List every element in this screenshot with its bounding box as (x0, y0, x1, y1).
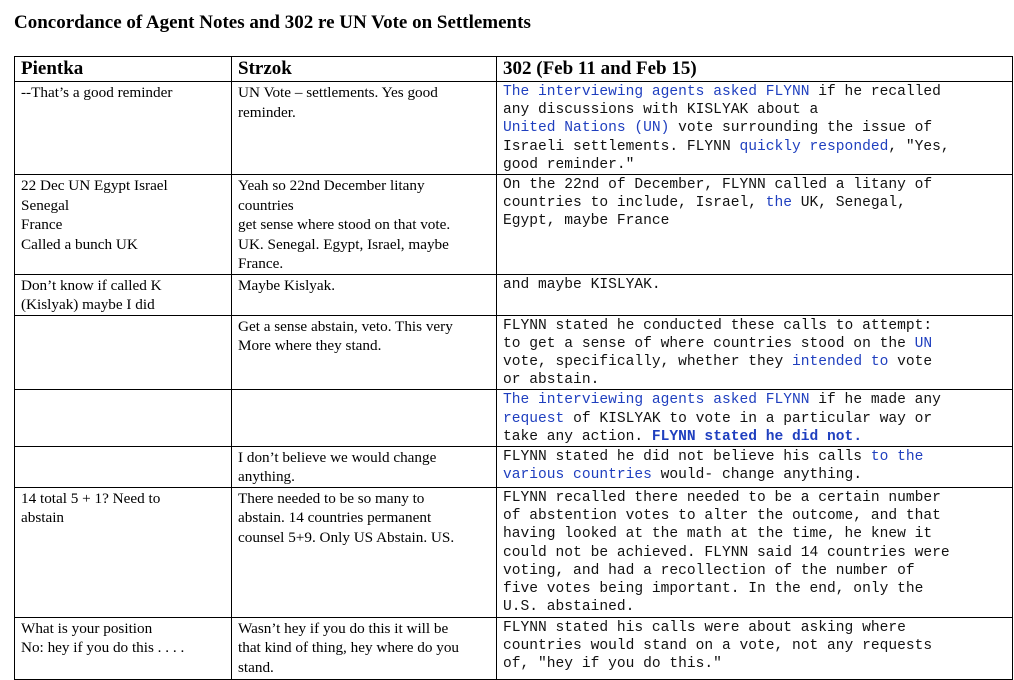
fd302-text: FLYNN recalled there needed to be a certain number (503, 489, 941, 506)
fd302-text: having looked at the math at the time, he knew it (503, 526, 933, 543)
fd302-text: if he recalled (809, 84, 941, 100)
fd302-text: On the 22nd of December, FLYNN called a litany of (503, 177, 933, 194)
fd302-line (503, 466, 1006, 484)
header-pientka: Pientka (15, 57, 232, 82)
fd302-line (503, 598, 1006, 616)
pientka-notes-cell (15, 446, 232, 487)
fd302-line (503, 637, 1006, 655)
fd302-text: , "Yes, (888, 138, 950, 155)
fd302-line (503, 101, 1006, 119)
strzok-note-line: reminder. (238, 103, 296, 121)
fd302-text: would- change anything. (651, 467, 863, 484)
pientka-note-line: Don’t know if called K (21, 276, 162, 294)
fd302-text: countries to include, Israel, (503, 195, 766, 212)
fd302-text-cell (497, 446, 1013, 487)
fd302-line (503, 448, 1006, 466)
fd302-text: vote (888, 353, 933, 370)
fd302-highlight: UN (914, 335, 933, 352)
fd302-highlight: asked FLYNN (713, 84, 810, 100)
pientka-note-line: Senegal (21, 196, 70, 214)
header-row (15, 57, 1013, 82)
strzok-notes-cell (232, 274, 497, 315)
fd302-text: UK, Senegal, (792, 195, 906, 212)
fd302-line (503, 317, 1006, 335)
strzok-notes-cell (232, 446, 497, 487)
fd302-text-cell (497, 487, 1013, 617)
fd302-highlight: request (503, 410, 565, 427)
fd302-line (503, 391, 1006, 409)
fd302-bold-highlight: FLYNN stated he did not. (651, 428, 863, 445)
fd302-highlight: various countries (503, 467, 652, 484)
pientka-note-line: (Kislyak) maybe I did (21, 296, 155, 314)
fd302-text: of abstention votes to alter the outcome, and that (503, 508, 941, 525)
fd302-text: vote, specifically, whether they (503, 353, 793, 370)
header-strzok: Strzok (232, 57, 497, 82)
table-row (15, 487, 1013, 617)
strzok-note-line: anything. (238, 468, 295, 486)
fd302-text: vote surrounding the issue of (669, 120, 933, 137)
header-302: 302 (Feb 11 and Feb 15) (497, 57, 1013, 82)
strzok-note-line: stand. (238, 658, 274, 676)
strzok-note-line: UN Vote – settlements. Yes good (238, 84, 438, 101)
fd302-line (503, 562, 1006, 580)
fd302-text: Israeli settlements. FLYNN (503, 138, 740, 155)
document-title: Concordance of Agent Notes and 302 re UN Vote on Settlements (14, 12, 531, 33)
fd302-text: FLYNN stated he did not believe his calls (503, 448, 871, 465)
strzok-notes-cell (232, 82, 497, 175)
strzok-notes-cell (232, 315, 497, 390)
pientka-note-line: France (21, 216, 63, 234)
fd302-text: of KISLYAK to vote in a particular way or (564, 410, 933, 427)
fd302-text: of, "hey if you do this." (503, 656, 722, 673)
fd302-line (503, 371, 1006, 389)
pientka-note-line: 22 Dec UN Egypt Israel (21, 177, 168, 195)
fd302-line (503, 580, 1006, 598)
fd302-line (503, 176, 1006, 194)
fd302-highlight: United Nations (UN) (503, 120, 670, 137)
fd302-text: voting, and had a recollection of the number of (503, 562, 915, 579)
fd302-text: FLYNN stated he conducted these calls to attempt: (503, 317, 933, 334)
fd302-text: take any action. (503, 428, 652, 445)
fd302-line (503, 507, 1006, 525)
strzok-notes-cell (232, 617, 497, 679)
strzok-note-line: abstain. 14 countries permanent (238, 509, 432, 527)
pientka-note-line: No: hey if you do this . . . . (21, 639, 185, 657)
fd302-text: any discussions with KISLYAK about a (503, 102, 819, 119)
pientka-note-line: Called a bunch UK (21, 235, 138, 253)
strzok-note-line: Get a sense abstain, veto. This very (238, 317, 453, 335)
fd302-line (503, 619, 1006, 637)
fd302-text-cell (497, 390, 1013, 447)
pientka-note-line: abstain (21, 509, 65, 527)
fd302-text: countries would stand on a vote, not any requests (503, 638, 933, 655)
strzok-note-line: UK. Senegal. Egypt, Israel, maybe (238, 235, 449, 253)
strzok-note-line: Maybe Kislyak. (238, 276, 336, 294)
fd302-text: FLYNN stated his calls were about asking where (503, 619, 906, 636)
strzok-note-line: get sense where stood on that vote. (238, 216, 451, 234)
fd302-line (503, 335, 1006, 353)
pientka-notes-cell (15, 390, 232, 447)
fd302-text-cell (497, 175, 1013, 275)
fd302-line (503, 119, 1006, 137)
fd302-text: Egypt, maybe France (503, 213, 670, 230)
table-row (15, 390, 1013, 447)
strzok-notes-cell (232, 487, 497, 617)
strzok-note-line: counsel 5+9. Only US Abstain. US. (238, 528, 455, 546)
strzok-note-line: countries (238, 196, 294, 214)
pientka-notes-cell (15, 175, 232, 275)
fd302-highlight: The interviewing agents (503, 84, 714, 100)
strzok-note-line: I don’t believe we would change (238, 448, 437, 466)
fd302-line (503, 655, 1006, 673)
table-row (15, 617, 1013, 679)
fd302-text-cell (497, 315, 1013, 390)
pientka-note-line: --That’s a good reminder (21, 84, 173, 101)
strzok-note-line: Yeah so 22nd December litany (238, 177, 425, 195)
strzok-note-line: More where they stand. (238, 337, 382, 355)
fd302-highlight: The interviewing agents (503, 392, 714, 409)
fd302-text-cell (497, 82, 1013, 175)
fd302-text: U.S. abstained. (503, 599, 635, 616)
fd302-text: and maybe KISLYAK. (503, 276, 661, 293)
fd302-line (503, 428, 1006, 446)
fd302-line (503, 489, 1006, 507)
table-row (15, 274, 1013, 315)
fd302-text: five votes being important. In the end, only the (503, 580, 924, 597)
fd302-text-cell (497, 617, 1013, 679)
fd302-highlight: the (765, 195, 793, 212)
table-row (15, 315, 1013, 390)
fd302-highlight: intended to (792, 353, 889, 370)
fd302-line (503, 525, 1006, 543)
fd302-text: to get a sense of where countries stood on the (503, 335, 915, 352)
table-row (15, 82, 1013, 175)
fd302-line (503, 156, 1006, 174)
fd302-line (503, 138, 1006, 156)
strzok-note-line: that kind of thing, hey where do you (238, 639, 460, 657)
fd302-text: could not be achieved. FLYNN said 14 countries were (503, 544, 950, 561)
fd302-line (503, 410, 1006, 428)
table-row (15, 175, 1013, 275)
pientka-notes-cell (15, 315, 232, 390)
fd302-text: if he made any (809, 392, 941, 409)
concordance-table (14, 56, 1013, 680)
pientka-note-line: 14 total 5 + 1? Need to (21, 489, 161, 507)
fd302-highlight: asked FLYNN (713, 392, 810, 409)
table-row (15, 446, 1013, 487)
strzok-notes-cell (232, 175, 497, 275)
pientka-notes-cell (15, 274, 232, 315)
pientka-notes-cell (15, 82, 232, 175)
fd302-line (503, 544, 1006, 562)
pientka-notes-cell (15, 617, 232, 679)
fd302-line (503, 83, 1006, 101)
pientka-note-line: What is your position (21, 619, 153, 637)
fd302-text: good reminder." (503, 156, 635, 173)
pientka-notes-cell (15, 487, 232, 617)
fd302-text: or abstain. (503, 372, 600, 389)
strzok-note-line: There needed to be so many to (238, 489, 425, 507)
fd302-line (503, 353, 1006, 371)
strzok-notes-cell (232, 390, 497, 447)
strzok-note-line: France. (238, 255, 284, 273)
strzok-note-line: Wasn’t hey if you do this it will be (238, 619, 449, 637)
fd302-line (503, 194, 1006, 212)
fd302-line (503, 212, 1006, 230)
fd302-highlight: quickly responded (739, 138, 889, 155)
fd302-text-cell (497, 274, 1013, 315)
fd302-line (503, 276, 1006, 294)
fd302-highlight: to the (870, 448, 924, 465)
